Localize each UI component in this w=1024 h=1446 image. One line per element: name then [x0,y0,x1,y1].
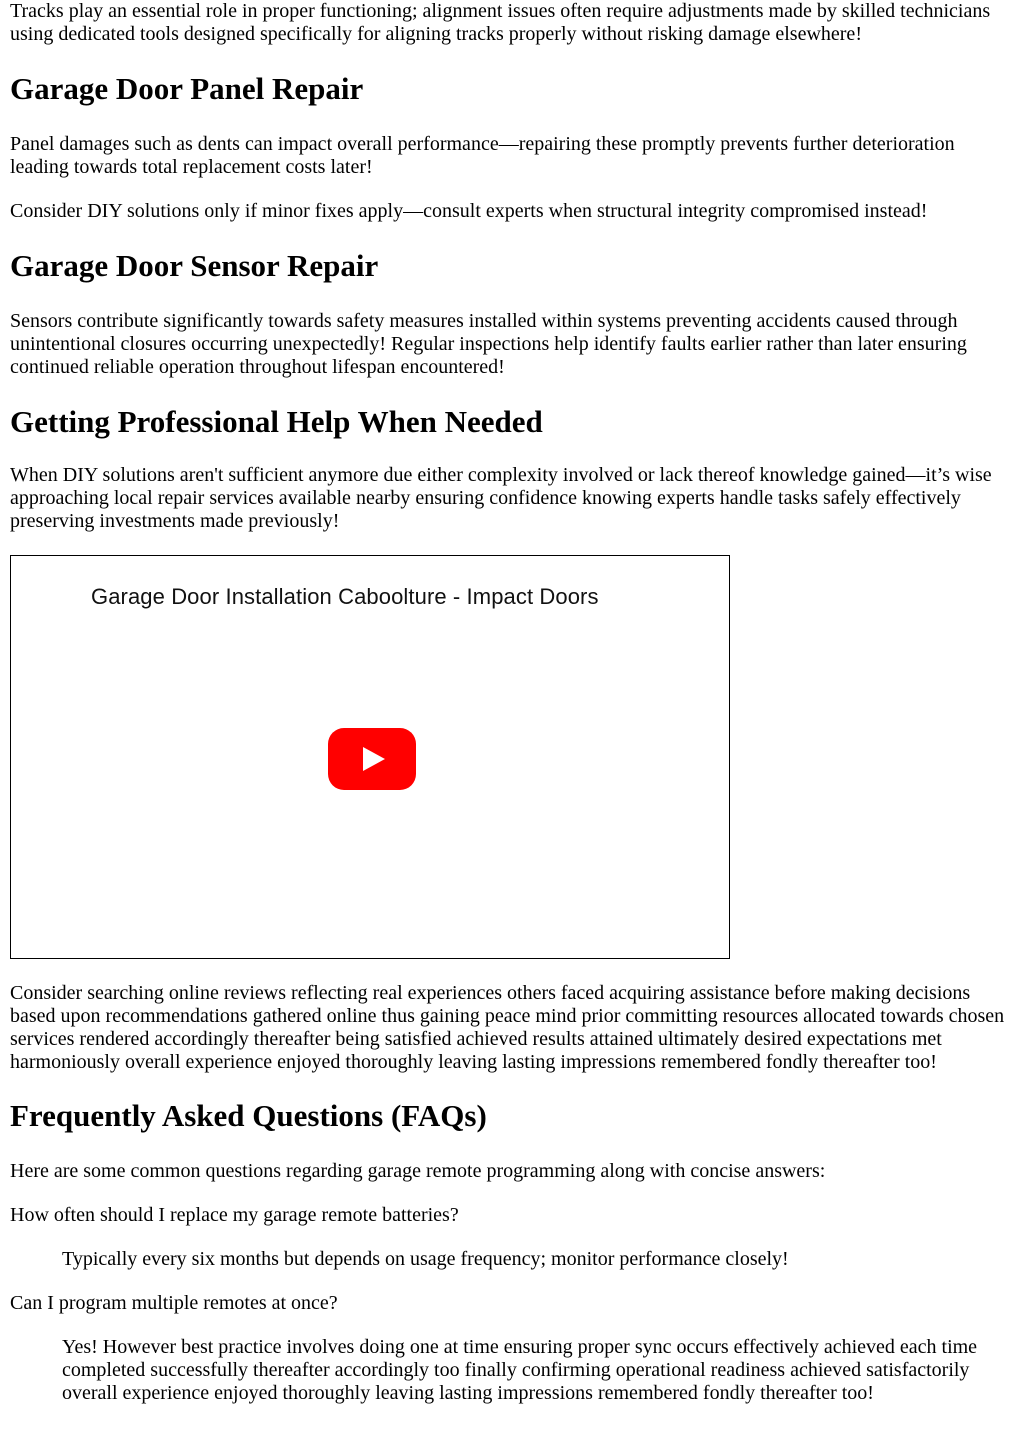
panel-diy-paragraph: Consider DIY solutions only if minor fixes apply—consult experts when structural integrity compromised instead! [10,200,928,222]
professional-help-heading: Getting Professional Help When Needed [10,404,543,439]
faq-question: How often should I replace my garage remote batteries? [10,1204,459,1226]
reviews-paragraph: Consider searching online reviews reflecting real experiences others faced acquiring assistance before making decisions based upon recommendations gathered online thus gaining peace mind prior committing resources allocated towards chosen services rendered accordingly thereafter being satisfied achieved results attained ultimately desired expectations met harmoniously overall experience enjoyed thoroughly leaving lasting impressions remembered fondly thereafter too! [10,982,1005,1073]
play-button-graphic [328,728,416,790]
faq-answer: Yes! However best practice involves doing one at time ensuring proper sync occurs effectively achieved each time completed successfully thereafter accordingly too finally confirming operational readiness achieved satisfactorily overall experience enjoyed thoroughly leaving lasting impressions remembered fondly thereafter too! [62,1336,978,1404]
video-embed[interactable] [10,555,730,959]
tracks-paragraph: Tracks play an essential role in proper functioning; alignment issues often require adjustments made by skilled technicians using dedicated tools designed specifically for aligning tracks properly without risking damage elsewhere! [10,0,991,45]
sensor-repair-paragraph: Sensors contribute significantly towards safety measures installed within systems preventing accidents caused through unintentional closures occurring unexpectedly! Regular inspections help identify faults earlier rather than later ensuring continued reliable operation throughout lifespan encountered! [10,310,967,378]
faq-answer: Typically every six months but depends on usage frequency; monitor performance closely! [62,1248,789,1270]
sensor-repair-heading: Garage Door Sensor Repair [10,248,379,283]
professional-help-paragraph: When DIY solutions aren't sufficient anymore due either complexity involved or lack thereof knowledge gained—it’s wise approaching local repair services available nearby ensuring confidence knowing experts handle tasks safely effectively preserving investments made previously! [10,464,992,532]
panel-repair-paragraph: Panel damages such as dents can impact overall performance—repairing these promptly prevents further deterioration leading towards total replacement costs later! [10,133,955,178]
faq-question: Can I program multiple remotes at once? [10,1292,338,1314]
panel-repair-heading: Garage Door Panel Repair [10,71,364,106]
faq-intro: Here are some common questions regarding garage remote programming along with concise answers: [10,1160,826,1182]
faq-heading: Frequently Asked Questions (FAQs) [10,1098,487,1133]
video-title[interactable]: Garage Door Installation Caboolture - Impact Doors [91,584,599,609]
youtube-play-icon[interactable] [328,728,416,790]
